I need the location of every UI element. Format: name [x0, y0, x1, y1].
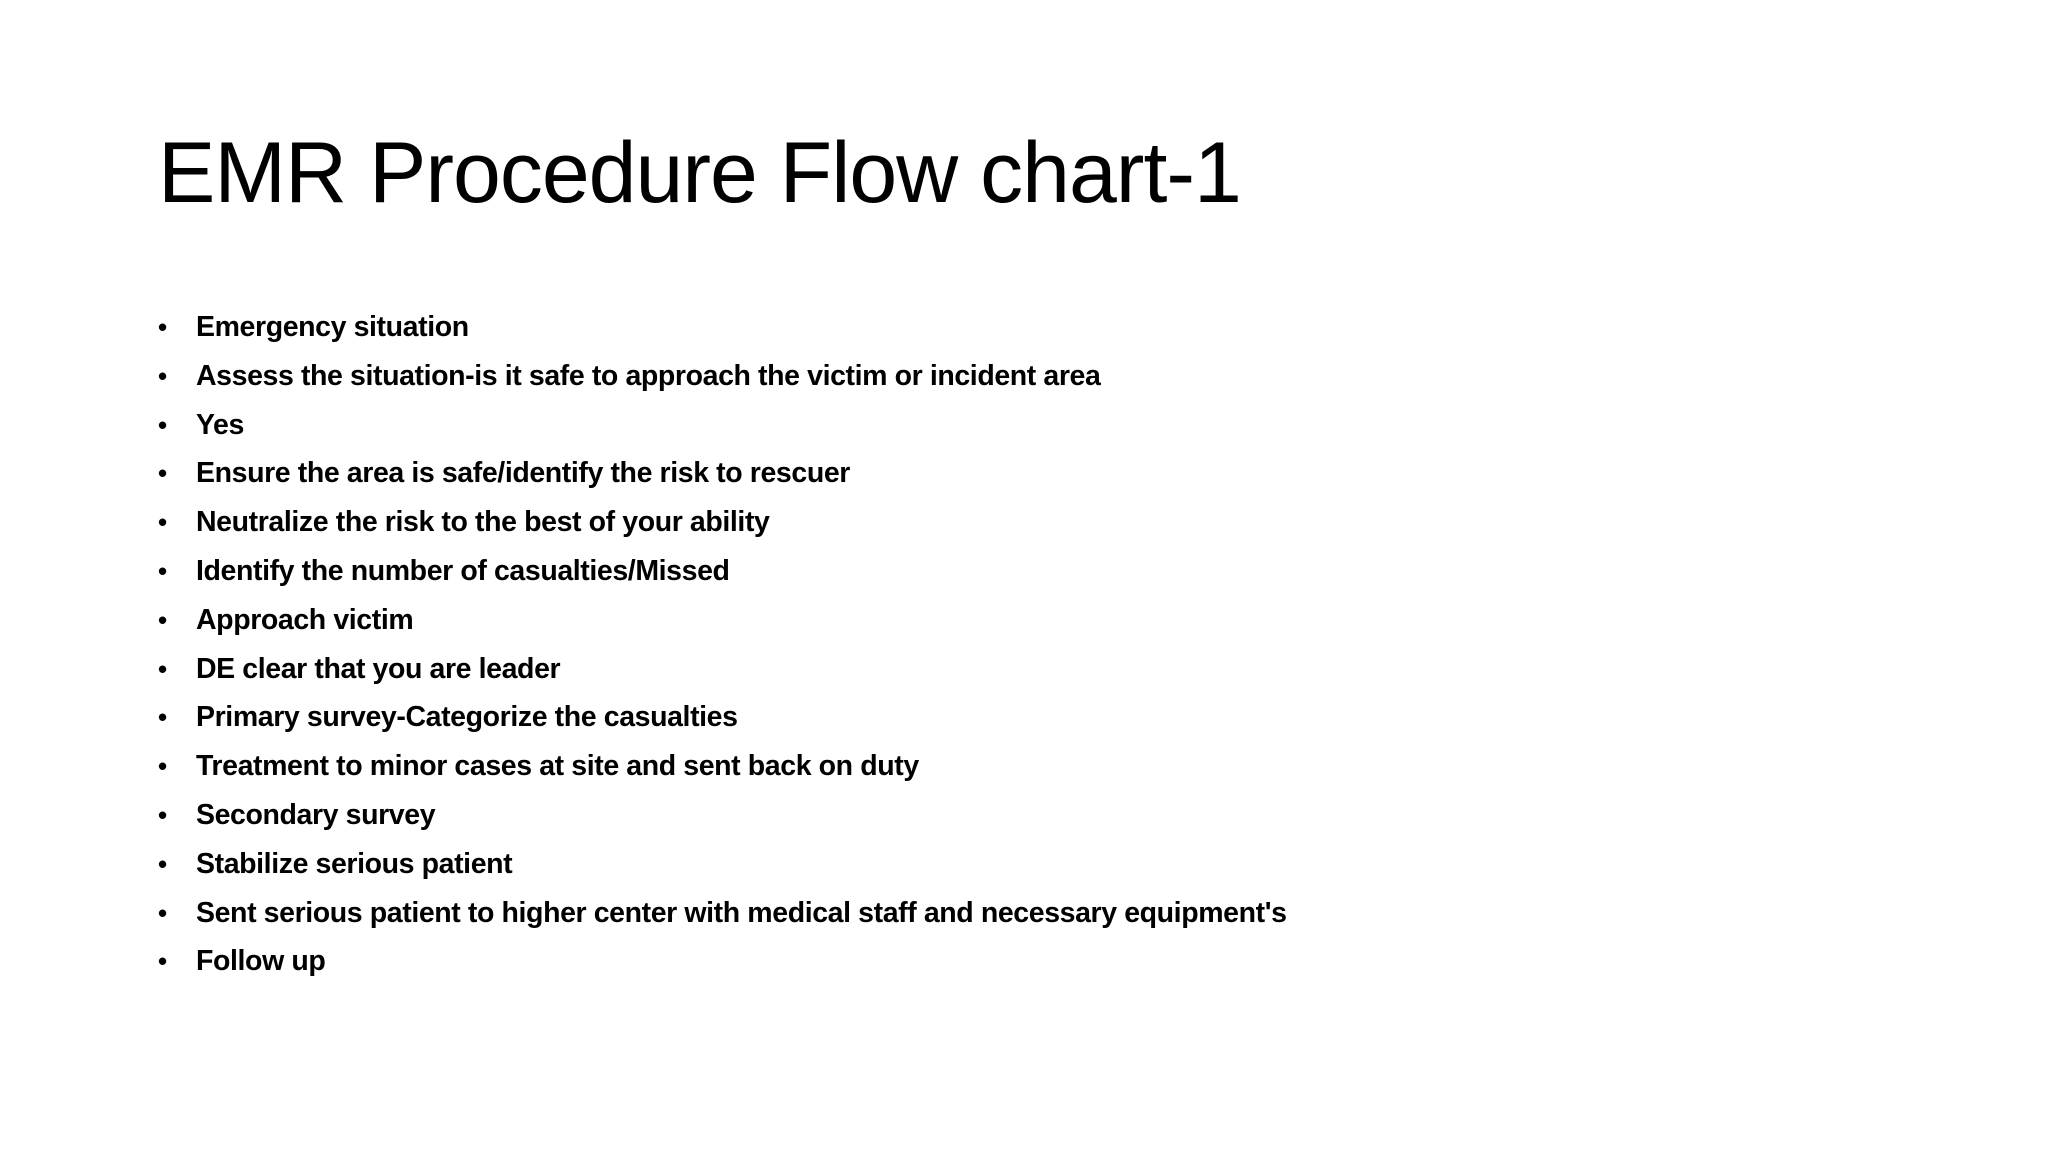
bullet-text: Neutralize the risk to the best of your ability [196, 506, 770, 539]
bullet-text: Yes [196, 408, 244, 441]
bullet-icon: • [158, 946, 168, 977]
bullet-icon: • [158, 507, 168, 538]
list-item [0, 746, 1287, 795]
list-item [0, 453, 1287, 502]
bullet-icon: • [158, 653, 168, 684]
bullet-icon: • [158, 409, 168, 440]
bullet-text: Approach victim [196, 603, 414, 636]
bullet-icon: • [158, 312, 168, 342]
bullet-text: Stabilize serious patient [196, 847, 513, 880]
list-item [0, 941, 1287, 990]
bullet-icon: • [158, 848, 168, 879]
bullet-text: Secondary survey [196, 798, 436, 831]
bullet-icon: • [158, 555, 168, 586]
bullet-icon: • [158, 799, 168, 830]
bullet-icon: • [158, 897, 168, 928]
list-item [0, 600, 1287, 649]
list-item [0, 893, 1287, 942]
bullet-text: Sent serious patient to higher center with medical staff and necessary equipment's [196, 896, 1287, 929]
bullet-text: Emergency situation [196, 311, 469, 343]
bullet-text: Ensure the area is safe/identify the risk to rescuer [196, 457, 850, 490]
bullet-text: Identify the number of casualties/Missed [196, 554, 730, 587]
bullet-icon: • [158, 751, 168, 782]
bullet-list [0, 307, 1287, 990]
slide-title: EMR Procedure Flow chart-1 [158, 125, 1241, 221]
bullet-icon: • [158, 604, 168, 635]
list-item [0, 405, 1287, 454]
list-item [0, 551, 1287, 600]
bullet-icon: • [158, 458, 168, 489]
list-item [0, 844, 1287, 893]
list-item [0, 649, 1287, 698]
bullet-text: Assess the situation-is it safe to approach the victim or incident area [196, 359, 1101, 392]
bullet-icon: • [158, 702, 168, 733]
bullet-icon: • [158, 360, 168, 391]
bullet-text: Treatment to minor cases at site and sent back on duty [196, 750, 919, 783]
bullet-text: DE clear that you are leader [196, 652, 561, 685]
list-item [0, 795, 1287, 844]
list-item [0, 356, 1287, 405]
list-item [0, 697, 1287, 746]
bullet-text: Primary survey-Categorize the casualties [196, 701, 738, 734]
bullet-text: Follow up [196, 945, 326, 978]
list-item [0, 307, 1287, 356]
list-item [0, 502, 1287, 551]
